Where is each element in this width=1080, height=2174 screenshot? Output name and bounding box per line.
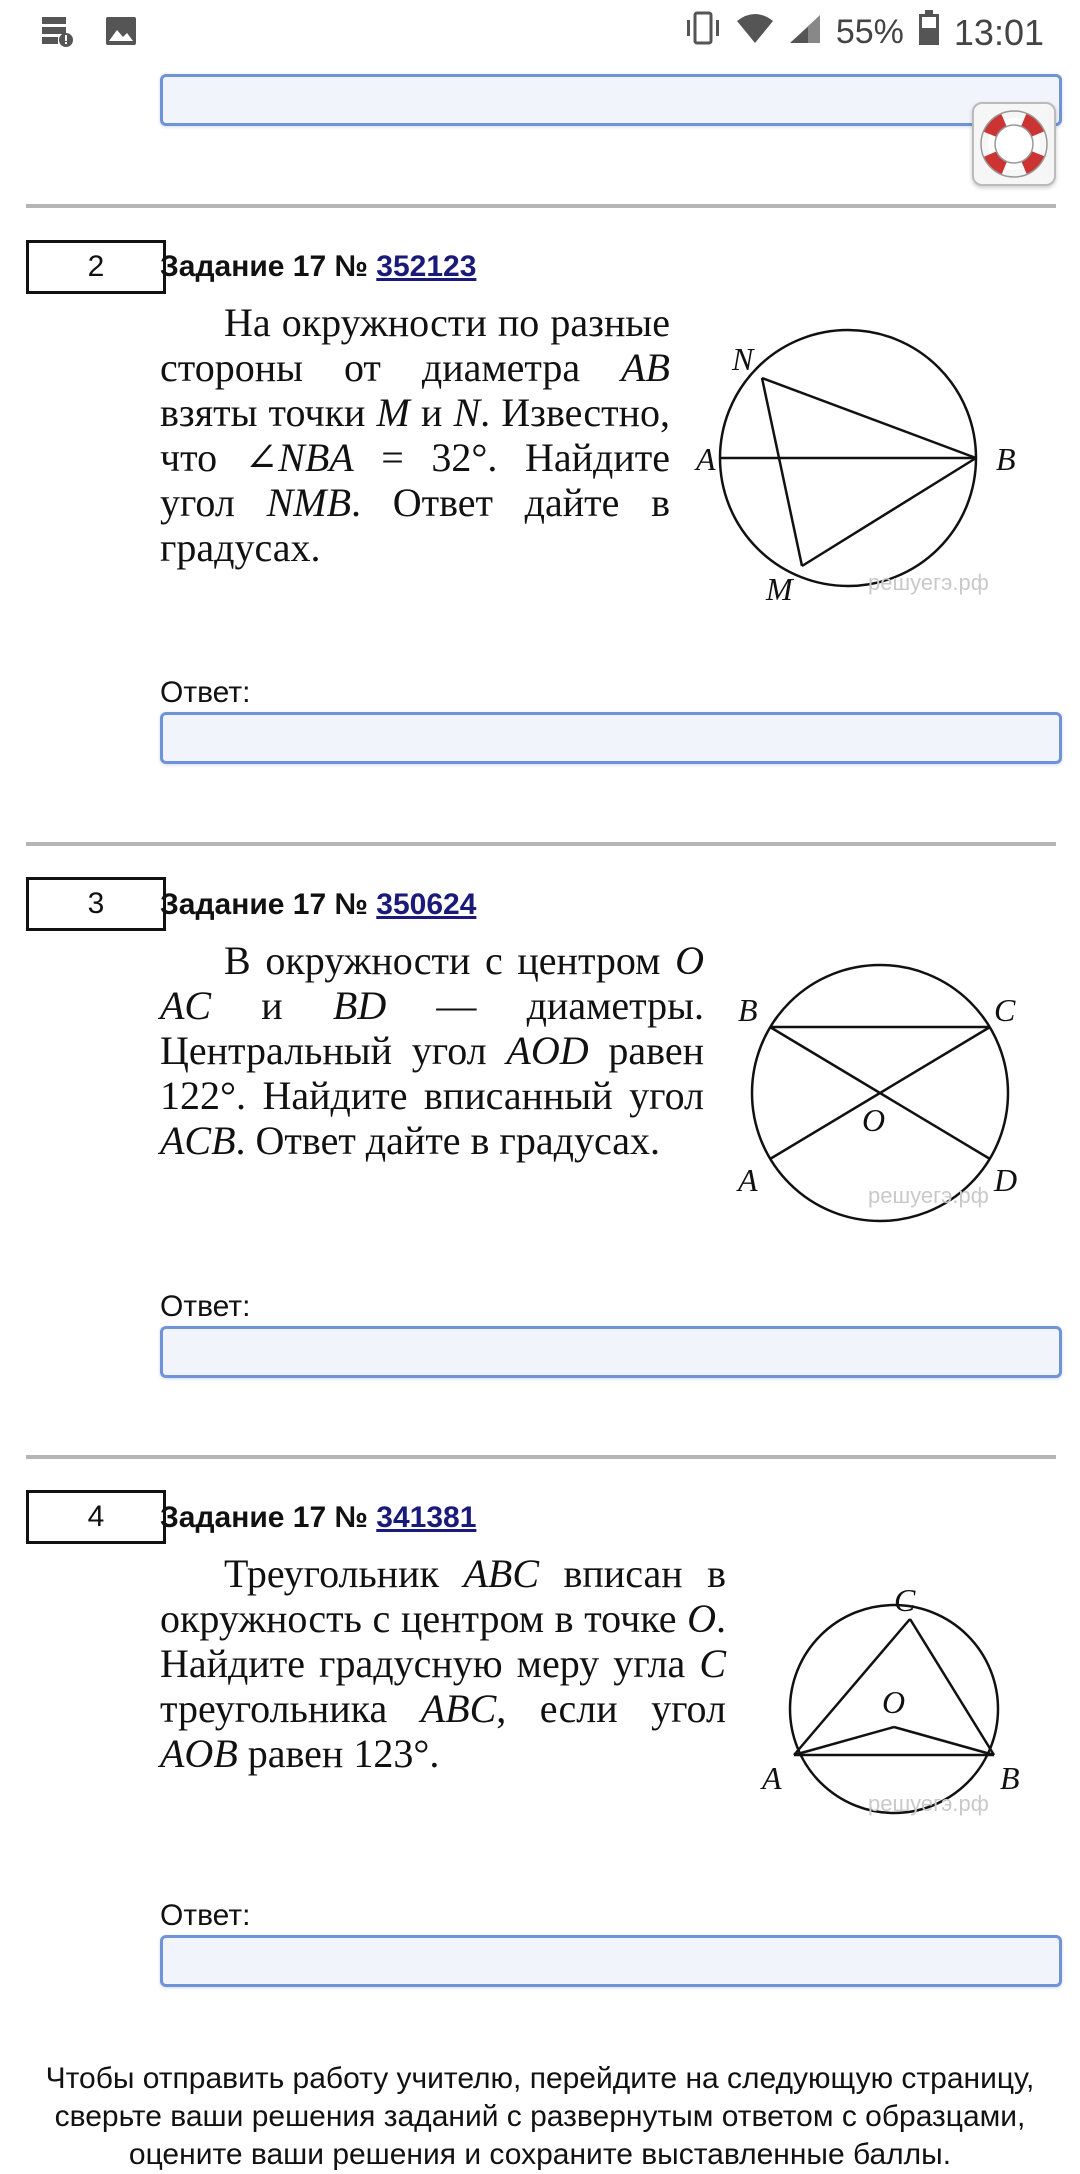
label-o: O (882, 1684, 906, 1720)
divider (26, 204, 1056, 208)
task-title-prefix: Задание 17 № (160, 250, 368, 283)
label-b: B (1000, 1760, 1020, 1796)
watermark: решуегэ.рф (868, 570, 989, 595)
storage-alert-icon (40, 14, 74, 53)
answer-input-3[interactable] (160, 1326, 1062, 1378)
wifi-icon (736, 12, 774, 54)
watermark: решуегэ.рф (868, 1791, 989, 1816)
task-figure (696, 320, 1030, 620)
divider (26, 1455, 1056, 1459)
task-number-box: 2 (26, 240, 166, 294)
label-d: D (994, 1162, 1018, 1198)
label-b: B (738, 992, 758, 1028)
answer-label: Ответ: (160, 1899, 251, 1932)
watermark: решуегэ.рф (868, 1183, 989, 1208)
footer-note: Чтобы отправить работу учителю, перейдите на следующую страницу, сверьте ваши решения заданий с развернутым ответом с образцами, оцените ваши решения и сохраните выставленные баллы. (45, 2062, 1035, 2171)
label-a: A (738, 1162, 758, 1198)
task-id-link[interactable]: 350624 (376, 888, 477, 921)
answer-input-1[interactable] (160, 74, 1062, 126)
task-title (160, 888, 476, 922)
clock: 13:01 (953, 11, 1044, 53)
task-title (160, 250, 476, 284)
label-c: C (994, 992, 1016, 1028)
label-o: O (862, 1102, 886, 1138)
battery-icon (918, 10, 940, 55)
task-text: На окружности по разные стороны от диаметра AB взяты точки M и N. Известно, что ∠NBA = 32°. Найдите угол NMB. Ответ дайте в градусах. (160, 300, 671, 570)
lifebuoy-icon (974, 104, 1054, 184)
task-number-box: 3 (26, 877, 166, 931)
task-title-prefix: Задание 17 № (160, 1501, 368, 1534)
task-title-prefix: Задание 17 № (160, 888, 368, 921)
battery-percentage: 55% (835, 13, 904, 51)
task-text: Треугольник ABC вписан в окружность с центром в точке O. Найдите градусную меру угла C треугольника ABC, если угол AOB равен 123°. (160, 1551, 726, 1776)
task-id-link[interactable]: 341381 (376, 1501, 477, 1534)
label-m: M (766, 571, 793, 607)
signal-icon (788, 12, 822, 54)
task-id-link[interactable]: 352123 (376, 250, 477, 283)
task-number-box: 4 (26, 1490, 166, 1544)
label-a: A (696, 441, 716, 477)
answer-label: Ответ: (160, 1290, 251, 1323)
label-n: N (732, 341, 754, 377)
task-figure (760, 1575, 1050, 1835)
label-a: A (762, 1760, 782, 1796)
vibrate-icon (684, 11, 722, 54)
label-b: B (996, 441, 1016, 477)
answer-input-2[interactable] (160, 712, 1062, 764)
answer-label: Ответ: (160, 676, 251, 709)
image-icon (104, 14, 138, 53)
status-bar (0, 0, 1080, 64)
label-c: C (894, 1582, 916, 1618)
divider (26, 842, 1056, 846)
task-title (160, 1501, 476, 1535)
help-button[interactable] (972, 102, 1056, 186)
task-figure (730, 955, 1050, 1235)
task-text: В окружности с центром O AC и BD — диаметры. Центральный угол AOD равен 122°. Найдите вписанный угол ACB. Ответ дайте в градусах. (160, 938, 704, 1163)
answer-input-4[interactable] (160, 1935, 1062, 1987)
